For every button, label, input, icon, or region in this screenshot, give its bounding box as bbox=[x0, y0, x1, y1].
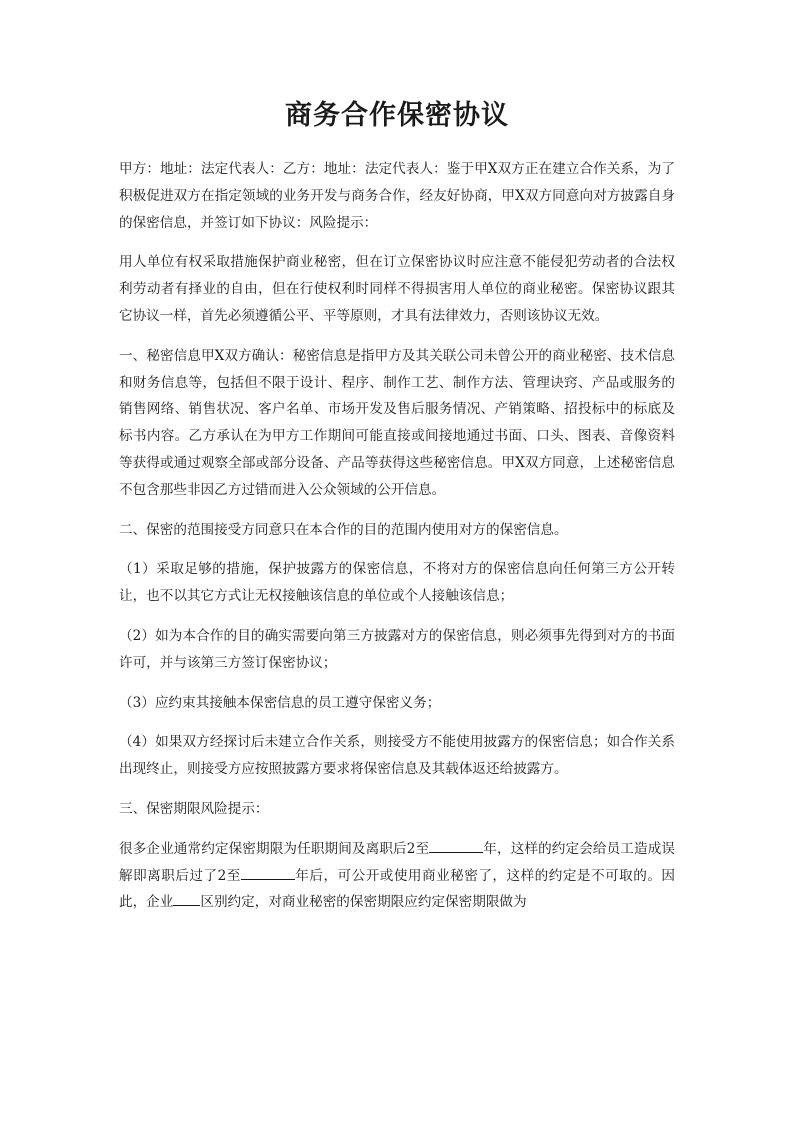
paragraph-clause-1: （1）采取足够的措施，保护披露方的保密信息，不将对方的保密信息向任何第三方公开转让，也不以其它方式让无权接触该信息的单位或个人接触该信息； bbox=[119, 561, 675, 605]
paragraph-term-note bbox=[119, 836, 675, 916]
paragraph-clause-2: （2）如为本合作的目的确实需要向第三方披露对方的保密信息，则必须事先得到对方的书面许可，并与该第三方签订保密协议； bbox=[119, 627, 675, 671]
term-text-3: 年后，可公开或使用商业秘密了，这样的约定是不可取的。因此，企业 bbox=[119, 867, 675, 911]
term-text-2: 年，这样的约定会给员工造成误解即离职后过了2至 bbox=[119, 840, 676, 884]
paragraph-section-1: 一、秘密信息甲X双方确认：秘密信息是指甲方及其关联公司未曾公开的商业秘密、技术信息和财务信息等，包括但不限于设计、程序、制作工艺、制作方法、管理诀窍、产品或服务的销售网络、销售状况、客户名单、市场开发及售后服务情况、产销策略、招投标中的标底及标书内容。乙方承认在为甲方工作期间可能直接或间接地通过书面、口头、图表、音像资料等获得或通过观察全部或部分设备、产品等获得这些秘密信息。甲X双方同意，上述秘密信息不包含那些非因乙方过错而进入公众领域的公开信息。 bbox=[119, 347, 675, 498]
document-title: 商务合作保密协议 bbox=[285, 100, 509, 131]
blank-line bbox=[173, 891, 200, 906]
term-text-4: 区别约定，对商业秘密的保密期限应约定保密期限做为 bbox=[200, 894, 527, 911]
document-page bbox=[119, 0, 675, 929]
term-text-1: 很多企业通常约定保密期限为任职期间及离职后2至 bbox=[119, 840, 430, 857]
paragraph-risk-note: 用人单位有权采取措施保护商业秘密，但在订立保密协议时应注意不能侵犯劳动者的合法权利劳动者有择业的自由，但在行使权利时同样不得损害用人单位的商业秘密。保密协议跟其它协议一样，首先必须遵循公平、平等原则，才具有法律效力，否则该协议无效。 bbox=[119, 254, 675, 324]
paragraph-section-2: 二、保密的范围接受方同意只在本合作的目的范围内使用对方的保密信息。 bbox=[119, 521, 568, 538]
paragraph-parties: 甲方：地址：法定代表人：乙方：地址：法定代表人：鉴于甲X双方正在建立合作关系，为了积极促进双方在指定领域的业务开发与商务合作，经友好协商，甲X双方同意向对方披露自身的保密信息，并签订如下协议：风险提示： bbox=[119, 161, 675, 231]
paragraph-clause-3: （3）应约束其接触本保密信息的员工遵守保密义务； bbox=[119, 694, 441, 711]
paragraph-section-3: 三、保密期限风险提示： bbox=[119, 800, 269, 817]
paragraph-clause-4: （4）如果双方经探讨后未建立合作关系，则接受方不能使用披露方的保密信息；如合作关系出现终止，则接受方应按照披露方要求将保密信息及其载体返还给披露方。 bbox=[119, 734, 675, 778]
document-body bbox=[119, 156, 675, 916]
blank-line bbox=[241, 865, 295, 880]
blank-line bbox=[429, 838, 483, 853]
